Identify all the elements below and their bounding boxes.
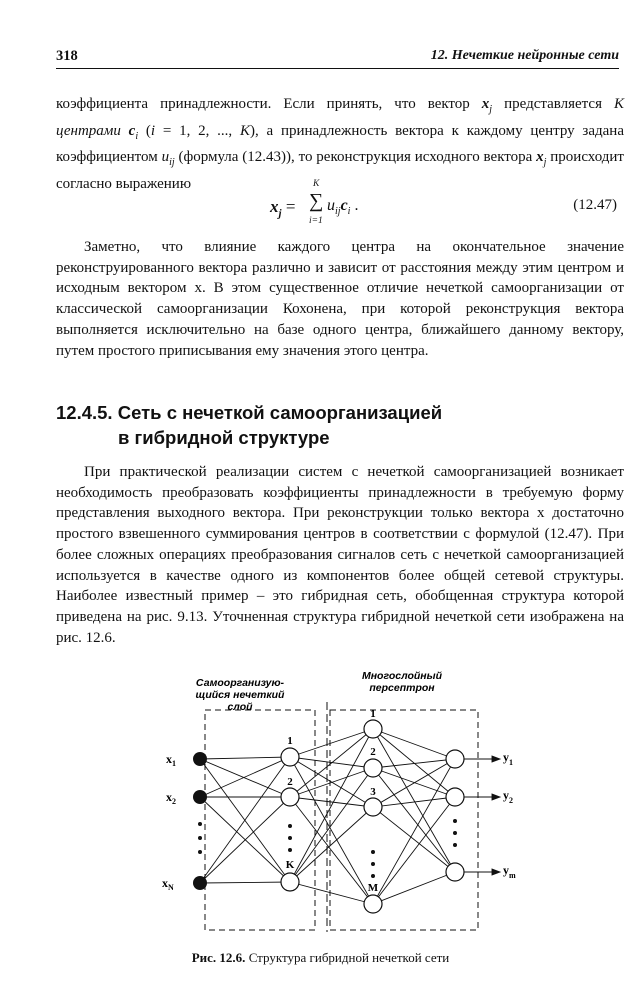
fuzzy-layer-label-2: щийся нечеткий (195, 689, 285, 701)
ellipsis-dot (198, 822, 202, 826)
running-header (56, 48, 619, 69)
ellipsis-dot (288, 848, 292, 852)
hidden-node-1-label: 1 (370, 708, 376, 720)
edge-hidden-output (373, 759, 455, 904)
edge-input-fuzzy (200, 882, 290, 883)
input-label-1: $x_1$ (166, 752, 176, 768)
fuzzy-node-1-label: 1 (287, 735, 293, 747)
hidden-node-2 (364, 759, 382, 777)
output-label-m: $y_m$ (503, 863, 516, 880)
edge-fuzzy-hidden (290, 768, 373, 797)
hidden-node-2-label: 2 (370, 746, 376, 758)
ellipsis-dot (371, 874, 375, 878)
ellipsis-dot (198, 850, 202, 854)
ellipsis-dot (371, 850, 375, 854)
edge-input-fuzzy (200, 757, 290, 759)
edge-fuzzy-hidden (290, 757, 373, 904)
input-label-n: $x_N$ (162, 876, 174, 892)
output-node-2 (446, 788, 464, 806)
input-node-2 (193, 790, 207, 804)
figure-caption: Рис. 12.6. Структура гибридной нечеткой сети (191, 950, 450, 965)
ellipsis-dot (288, 824, 292, 828)
edge-hidden-output (373, 729, 455, 797)
ellipsis-dot (288, 836, 292, 840)
ellipsis-dot (453, 819, 457, 823)
page-number: 318 (56, 48, 78, 64)
ellipsis-dot (371, 862, 375, 866)
edge-fuzzy-hidden (290, 729, 373, 797)
output-label-2: $y_2$ (503, 788, 513, 805)
input-label-2: $x_2$ (166, 790, 176, 806)
paragraph-hybrid: При практической реализации систем с нечеткой самоорганизацией возникает необходимость преобразовать коэффициенты принадлежности в требуемую форму представления выходного вектора. При реконструкции только вектора x достаточно простого взвешенного суммирования центров в соответствии с формулой (12.47). При более сложных операциях преобразования сигналов сеть с нечеткой самоорганизацией используется в качестве одного из компонентов более общей сетевой структуры. Наиболее известный пример – это гибридная сеть, обобщенная структура которой приведена на рис. 9.13. Уточненная структура гибридной нечеткой сети изображена на рис. 12.6. (56, 464, 624, 646)
fuzzy-node-k-label: K (285, 859, 295, 871)
edge-hidden-output (373, 797, 455, 807)
fuzzy-node-2 (281, 788, 299, 806)
network-diagram (140, 662, 540, 947)
edge-fuzzy-hidden (290, 757, 373, 807)
hidden-node-m-label: M (367, 882, 379, 894)
ellipsis-dot (198, 836, 202, 840)
fuzzy-layer-box (205, 710, 315, 930)
sum-symbol: ∑ (309, 190, 324, 212)
perceptron-label-1: Многослойный (361, 670, 443, 682)
ellipsis-dot (453, 843, 457, 847)
hidden-node-3 (364, 798, 382, 816)
edge-fuzzy-hidden (290, 807, 373, 882)
fuzzy-node-k (281, 873, 299, 891)
chapter-title: 12. Нечеткие нейронные сети (430, 48, 619, 63)
formula-rhs: $u_{ij}c_i$ . (327, 197, 359, 218)
fuzzy-layer-label-1: Самоорганизую- (195, 677, 285, 689)
section-heading-line2: в гибридной структуре (118, 427, 330, 448)
formula-12-47 (0, 179, 641, 230)
fuzzy-layer-label-3: слой (227, 701, 253, 713)
sum-lower-limit: i=1 (309, 216, 323, 226)
edge-hidden-output (373, 729, 455, 759)
edge-fuzzy-hidden (290, 768, 373, 882)
output-arrowhead (492, 869, 500, 875)
perceptron-label-2: персептрон (369, 682, 435, 694)
paragraph-kohonen: Заметно, что влияние каждого центра на окончательное значение реконструированного вектора различно и зависит от расстояния между этим центром и исходным вектором x. В этом существенное отличие нечеткой самоорганизации от классической самоорганизации Кохонена, при которой реконструкция вектора выполняется исключительно на базе одного центра, ближайшего данному вектору, путем простого приписывания ему значения этого центра. (56, 239, 624, 359)
output-node-m (446, 863, 464, 881)
edge-fuzzy-hidden (290, 797, 373, 904)
output-arrowhead (492, 756, 500, 762)
formula-lhs: $x_j$ = (270, 197, 296, 220)
fuzzy-node-2-label: 2 (287, 776, 293, 788)
output-label-1: $y_1$ (503, 750, 513, 767)
edge-hidden-output (373, 807, 455, 872)
section-heading (56, 400, 442, 450)
section-heading-line1: 12.4.5. Сеть с нечеткой самоорганизацией (56, 402, 443, 423)
output-node-1 (446, 750, 464, 768)
hidden-node-1 (364, 720, 382, 738)
hidden-node-m (364, 895, 382, 913)
paragraph-membership: коэффициента принадлежности. Если принять, что вектор $x_j$ представляется K центрами $c_i$ (i = 1, 2, ..., K), а принадлежность вектора к каждому центру задана коэффициентом $u_{ij}$ (формула (12.43)), то реконструкция исходного вектора $x_j$ происходит согласно выражению (56, 96, 624, 193)
fuzzy-node-1 (281, 748, 299, 766)
edge-fuzzy-hidden (290, 882, 373, 904)
input-node-n (193, 876, 207, 890)
figure-hybrid-network (140, 662, 540, 947)
ellipsis-dot (453, 831, 457, 835)
sum-upper-limit: K (313, 179, 320, 189)
input-node-1 (193, 752, 207, 766)
output-arrowhead (492, 794, 500, 800)
formula-number: (12.47) (573, 197, 617, 213)
edge-hidden-output (373, 768, 455, 872)
hidden-node-3-label: 3 (370, 786, 376, 798)
